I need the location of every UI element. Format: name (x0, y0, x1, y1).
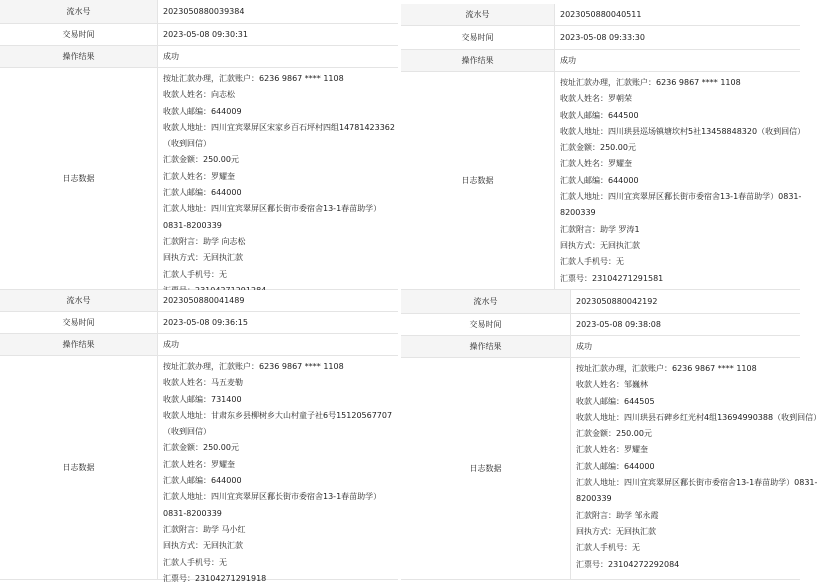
log-line: 收款人姓名：向志松 (163, 90, 235, 100)
serial-label: 流水号 (0, 290, 158, 311)
log-line: 汇款人姓名：罗耀奎 (560, 159, 632, 169)
log-line: 汇票号：23104271291918 (163, 573, 267, 583)
log-label: 日志数据 (401, 72, 555, 289)
log-line: 收款人姓名：罗朝荣 (560, 94, 632, 104)
serial-value: 2023050880040511 (555, 4, 800, 25)
log-line: 收款人姓名：邹巍林 (576, 380, 648, 390)
log-line: 汇款人姓名：罗耀奎 (576, 445, 648, 455)
serial-row (0, 290, 398, 312)
time-label: 交易时间 (0, 312, 158, 333)
result-row (401, 50, 800, 72)
log-line: 回执方式：无回执汇款 (560, 240, 640, 250)
record-2 (401, 4, 806, 290)
time-value: 2023-05-08 09:30:31 (163, 30, 248, 39)
log-line: 汇款人手机号：无 (163, 269, 227, 279)
log-line: 汇款人地址：四川宜宾翠屏区鄱长街市委宿舍13-1春苗助学）0831-8200339 (560, 192, 802, 218)
time-value: 2023-05-08 09:38:08 (576, 320, 661, 329)
serial-label: 流水号 (401, 4, 555, 25)
log-line: 汇款人地址：四川宜宾翠屏区鄱长街市委宿舍13-1春苗助学）0831-8200339 (163, 204, 382, 230)
log-row (401, 72, 806, 290)
serial-value: 2023050880039384 (158, 0, 398, 23)
result-row (0, 46, 398, 68)
serial-value: 2023050880041489 (158, 290, 398, 311)
log-line: 收款人邮编：644505 (576, 396, 655, 406)
log-value (555, 72, 805, 289)
time-row (401, 26, 800, 50)
log-line: 收款人地址：四川珙县巡场镇塘坎村5社13458848320（收到回信） (560, 126, 806, 136)
log-line: 汇款人地址：四川宜宾翠屏区鄱长街市委宿舍13-1春苗助学）0831-8200339 (576, 478, 818, 504)
log-row (0, 356, 398, 583)
log-label: 日志数据 (0, 356, 158, 579)
log-line: 收款人邮编：644009 (163, 106, 242, 116)
log-row (401, 358, 821, 580)
time-value: 2023-05-08 09:33:30 (560, 33, 645, 42)
log-line: 收款人邮编：644500 (560, 110, 639, 120)
result-label: 操作结果 (401, 50, 555, 71)
serial-value: 2023050880042192 (571, 290, 800, 313)
log-line: 汇款人邮编：644000 (576, 461, 655, 471)
log-line: 收款人姓名：马五麦勒 (163, 378, 243, 388)
log-value (158, 68, 398, 289)
log-line: 按址汇款办理，汇款账户：6236 9867 **** 1108 (163, 74, 344, 83)
time-row (0, 312, 398, 334)
log-line: 汇款人邮编：644000 (163, 188, 242, 198)
log-line: 汇款附言：助学 马小红 (163, 524, 246, 534)
serial-label: 流水号 (401, 290, 571, 313)
record-4 (401, 290, 821, 580)
log-line: 汇款人姓名：罗耀奎 (163, 171, 235, 181)
log-line: 汇款附言：助学 向志松 (163, 236, 246, 246)
log-line: 汇票号：23104272292084 (576, 559, 680, 569)
time-label: 交易时间 (401, 26, 555, 49)
log-line: 按址汇款办理，汇款账户：6236 9867 **** 1108 (560, 78, 741, 87)
result-value: 成功 (158, 334, 398, 355)
log-line: 收款人邮编：731400 (163, 394, 242, 404)
log-line: 收款人地址：甘肃东乡县柳树乡大山村童子社6号15120567707（收到回信） (163, 410, 393, 437)
result-label: 操作结果 (0, 46, 158, 67)
log-line: 汇款人姓名：罗耀奎 (163, 459, 235, 469)
log-line: 回执方式：无回执汇款 (576, 526, 656, 536)
result-value: 成功 (158, 46, 398, 67)
result-value: 成功 (571, 336, 800, 357)
log-label: 日志数据 (401, 358, 571, 579)
log-line: 收款人地址：四川珙县石碑乡红光村4组13694990388（收到回信） (576, 412, 821, 422)
time-row (401, 314, 800, 336)
log-line: 回执方式：无回执汇款 (163, 541, 243, 551)
serial-row (401, 4, 800, 26)
log-line: 汇款人手机号：无 (560, 257, 624, 267)
log-line: 汇款人手机号：无 (576, 543, 640, 553)
log-line: 汇款金额：250.00元 (163, 155, 239, 165)
result-label: 操作结果 (401, 336, 571, 357)
log-line: 汇款附言：助学 罗涛1 (560, 224, 640, 234)
time-row (0, 24, 398, 46)
log-line: 汇款人邮编：644000 (560, 175, 639, 185)
time-value: 2023-05-08 09:36:15 (163, 318, 248, 327)
log-line: 汇款附言：助学 邹永霞 (576, 510, 659, 520)
record-3 (0, 290, 398, 583)
log-line: 汇款金额：250.00元 (163, 443, 239, 453)
result-row (0, 334, 398, 356)
log-line: 汇款人手机号：无 (163, 557, 227, 567)
log-line: 汇款人地址：四川宜宾翠屏区鄱长街市委宿舍13-1春苗助学）0831-8200339 (163, 492, 382, 518)
result-value: 成功 (555, 50, 800, 71)
log-line: 汇款金额：250.00元 (576, 429, 652, 439)
log-value (158, 356, 398, 583)
result-row (401, 336, 800, 358)
log-label: 日志数据 (0, 68, 158, 289)
log-value (571, 358, 821, 579)
log-row (0, 68, 398, 290)
log-line: 按址汇款办理，汇款账户：6236 9867 **** 1108 (163, 362, 344, 371)
serial-label: 流水号 (0, 0, 158, 23)
result-label: 操作结果 (0, 334, 158, 355)
serial-row (401, 290, 800, 314)
log-line: 按址汇款办理，汇款账户：6236 9867 **** 1108 (576, 364, 757, 373)
serial-row (0, 0, 398, 24)
time-label: 交易时间 (401, 314, 571, 335)
log-line: 回执方式：无回执汇款 (163, 253, 243, 263)
log-line: 汇款金额：250.00元 (560, 143, 636, 153)
time-label: 交易时间 (0, 24, 158, 45)
log-line: 收款人地址：四川宜宾翠屏区宋家乡百石坪村四组14781423362（收到回信） (163, 122, 395, 149)
log-line: 汇款人邮编：644000 (163, 476, 242, 486)
log-line: 汇票号：23104271291581 (560, 273, 664, 283)
record-1 (0, 0, 398, 290)
